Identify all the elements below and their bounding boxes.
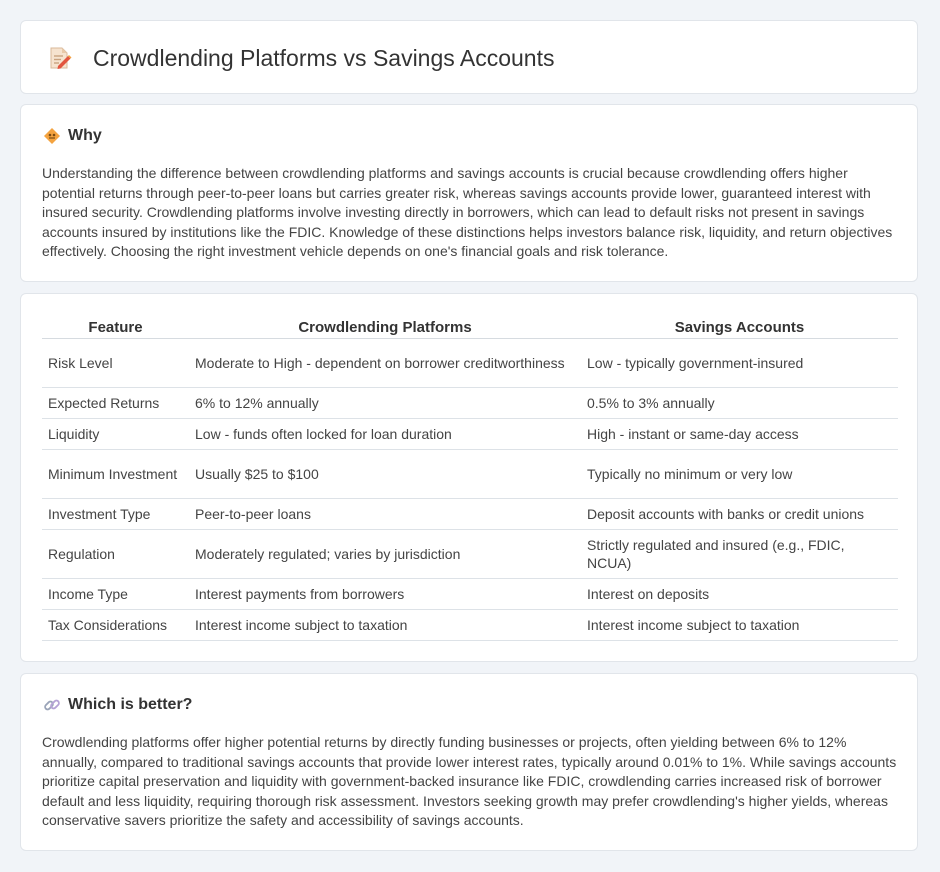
table-header-row (42, 316, 898, 339)
cell-feature: Regulation (42, 530, 189, 579)
title-row (45, 41, 555, 75)
cell-feature: Minimum Investment (42, 450, 189, 499)
table-row (42, 339, 898, 388)
better-heading-row (43, 696, 192, 714)
cell-feature: Tax Considerations (42, 610, 189, 641)
why-title: Why (68, 127, 102, 144)
page-title: Crowdlending Platforms vs Savings Accounts (93, 45, 555, 71)
table-row (42, 530, 898, 579)
table-row (42, 579, 898, 610)
cell-savings: Interest on deposits (581, 579, 898, 610)
comparison-table-card (20, 293, 918, 662)
cell-feature: Risk Level (42, 339, 189, 388)
header-savings: Savings Accounts (581, 316, 898, 339)
why-section (20, 104, 918, 282)
diamond-icon (43, 127, 61, 145)
cell-crowdlending: Interest income subject to taxation (189, 610, 581, 641)
cell-crowdlending: Moderately regulated; varies by jurisdiction (189, 530, 581, 579)
cell-feature: Investment Type (42, 499, 189, 530)
table-row (42, 499, 898, 530)
header-card (20, 20, 918, 94)
cell-savings: Typically no minimum or very low (581, 450, 898, 499)
document-pencil-icon (45, 44, 73, 72)
cell-crowdlending: Interest payments from borrowers (189, 579, 581, 610)
cell-crowdlending: Usually $25 to $100 (189, 450, 581, 499)
cell-crowdlending: 6% to 12% annually (189, 388, 581, 419)
cell-feature: Liquidity (42, 419, 189, 450)
cell-feature: Income Type (42, 579, 189, 610)
why-heading-row (43, 127, 102, 145)
table-row (42, 450, 898, 499)
header-feature: Feature (42, 316, 189, 339)
cell-crowdlending: Peer-to-peer loans (189, 499, 581, 530)
cell-crowdlending: Moderate to High - dependent on borrower creditworthiness (189, 339, 581, 388)
table-row (42, 388, 898, 419)
header-crowdlending: Crowdlending Platforms (189, 316, 581, 339)
cell-savings: Low - typically government-insured (581, 339, 898, 388)
why-text: Understanding the difference between crowdlending platforms and savings accounts is crucial because crowdlending offers higher potential returns through peer-to-peer loans but carries greater risk, whereas savings accounts provide lower, guaranteed interest with insured security. Crowdlending platforms involve investing directly in borrowers, which can lead to default risks not present in savings accounts insured by institutions like the FDIC. Knowledge of these distinctions helps investors balance risk, liquidity, and return objectives effectively. Choosing the right investment vehicle depends on one's financial goals and risk tolerance. (42, 165, 893, 260)
cell-crowdlending: Low - funds often locked for loan duration (189, 419, 581, 450)
cell-savings: High - instant or same-day access (581, 419, 898, 450)
comparison-table (42, 316, 898, 641)
link-icon (43, 696, 61, 714)
cell-savings: Deposit accounts with banks or credit unions (581, 499, 898, 530)
which-better-section (20, 673, 918, 851)
table-row (42, 419, 898, 450)
cell-feature: Expected Returns (42, 388, 189, 419)
cell-savings: Strictly regulated and insured (e.g., FDIC, NCUA) (581, 530, 898, 579)
table-row (42, 610, 898, 641)
better-title: Which is better? (68, 696, 193, 713)
better-text: Crowdlending platforms offer higher potential returns by directly funding businesses or projects, often yielding between 6% to 12% annually, compared to traditional savings accounts that provide lower interest rates, typically around 0.01% to 1%. While savings accounts prioritize capital preservation and liquidity with government-backed insurance like FDIC, crowdlending carries increased risk of borrower default and less liquidity, requiring thorough risk assessment. Investors seeking growth may prefer crowdlending's higher yields, whereas conservative savers prioritize the safety and accessibility of savings accounts. (42, 734, 897, 829)
cell-savings: Interest income subject to taxation (581, 610, 898, 641)
cell-savings: 0.5% to 3% annually (581, 388, 898, 419)
